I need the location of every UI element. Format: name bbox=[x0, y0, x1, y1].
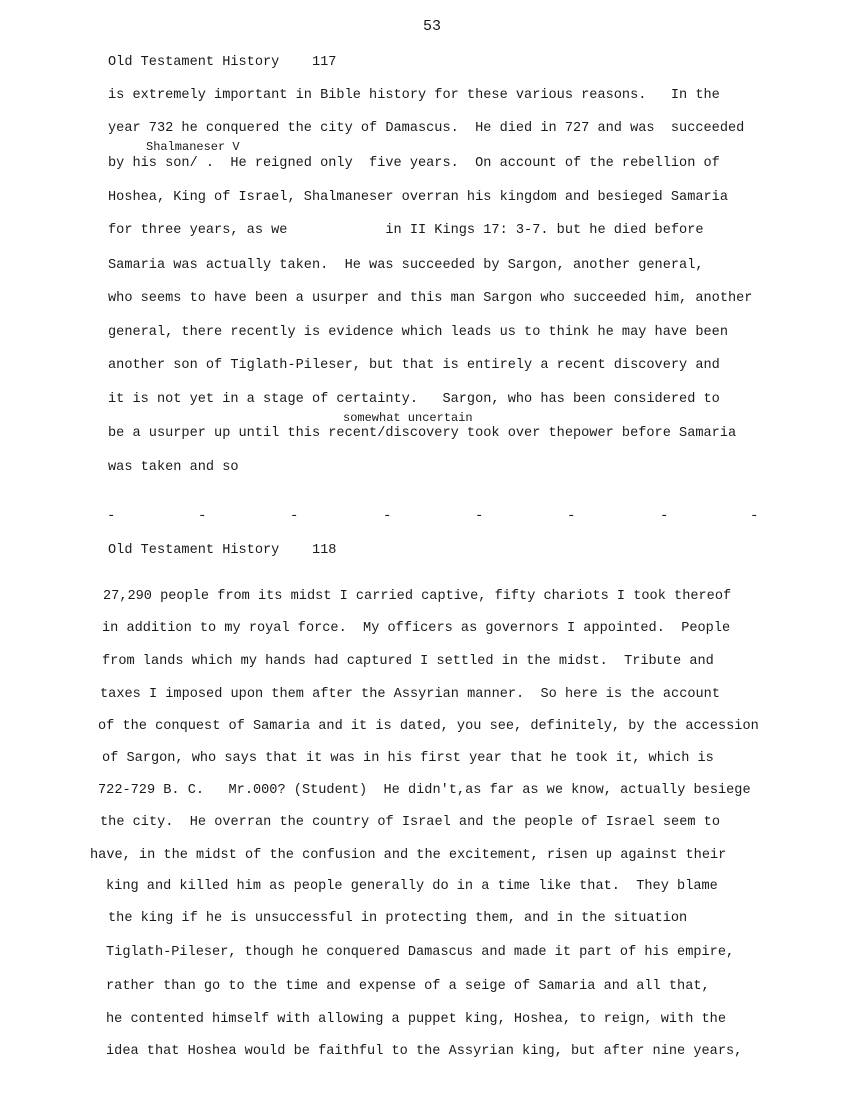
text-line: the king if he is unsuccessful in protecting them, and in the situation bbox=[108, 911, 688, 926]
text-line: of the conquest of Samaria and it is dated, you see, definitely, by the accession bbox=[98, 719, 759, 734]
text-line: of Sargon, who says that it was in his first year that he took it, which is bbox=[102, 751, 714, 766]
text-line: by his son/ . He reigned only five years. On account of the rebellion of bbox=[108, 156, 720, 171]
text-line: another son of Tiglath-Pileser, but that is entirely a recent discovery and bbox=[108, 358, 720, 373]
text-line: who seems to have been a usurper and this man Sargon who succeeded him, another bbox=[108, 291, 753, 306]
text-line: king and killed him as people generally do in a time like that. They blame bbox=[106, 879, 718, 894]
separator-dash: - bbox=[290, 508, 299, 524]
text-line: in addition to my royal force. My officers as governors I appointed. People bbox=[102, 621, 731, 636]
section-heading: Old Testament History 117 bbox=[108, 55, 337, 70]
text-line: Tiglath-Pileser, though he conquered Damascus and made it part of his empire, bbox=[106, 945, 735, 960]
text-line: rather than go to the time and expense of a seige of Samaria and all that, bbox=[106, 979, 710, 994]
separator-dash: - bbox=[198, 508, 207, 524]
text-line: general, there recently is evidence which leads us to think he may have been bbox=[108, 325, 728, 340]
text-line: year 732 he conquered the city of Damascus. He died in 727 and was succeeded bbox=[108, 121, 745, 136]
text-line: 722-729 B. C. Mr.000? (Student) He didn't,as far as we know, actually besiege bbox=[98, 783, 751, 798]
text-line: Samaria was actually taken. He was succeeded by Sargon, another general, bbox=[108, 258, 704, 273]
interlinear-insert: Shalmaneser V bbox=[146, 140, 240, 154]
text-line: is extremely important in Bible history for these various reasons. In the bbox=[108, 88, 720, 103]
text-line: from lands which my hands had captured I settled in the midst. Tribute and bbox=[102, 654, 714, 669]
text-line: be a usurper up until this recent/discovery took over thepower before Samaria bbox=[108, 426, 737, 441]
separator-dash: - bbox=[660, 508, 669, 524]
text-line: the city. He overran the country of Israel and the people of Israel seem to bbox=[100, 815, 720, 830]
page-number: 53 bbox=[423, 18, 442, 35]
interlinear-insert: somewhat uncertain bbox=[343, 411, 473, 425]
text-line: he contented himself with allowing a puppet king, Hoshea, to reign, with the bbox=[106, 1012, 726, 1027]
separator-dash: - bbox=[475, 508, 484, 524]
text-line: it is not yet in a stage of certainty. Sargon, who has been considered to bbox=[108, 392, 720, 407]
text-line: for three years, as we in II Kings 17: 3-7. but he died before bbox=[108, 223, 704, 238]
separator-dash: - bbox=[107, 508, 116, 524]
text-line: taxes I imposed upon them after the Assyrian manner. So here is the account bbox=[100, 687, 720, 702]
text-line: idea that Hoshea would be faithful to the Assyrian king, but after nine years, bbox=[106, 1044, 743, 1059]
section-heading: Old Testament History 118 bbox=[108, 543, 337, 558]
text-line: Hoshea, King of Israel, Shalmaneser overran his kingdom and besieged Samaria bbox=[108, 190, 728, 205]
text-line: have, in the midst of the confusion and the excitement, risen up against their bbox=[90, 848, 727, 863]
separator-dash: - bbox=[383, 508, 392, 524]
separator-dash: - bbox=[567, 508, 576, 524]
text-line: 27,290 people from its midst I carried captive, fifty chariots I took thereof bbox=[103, 589, 732, 604]
separator-dash: - bbox=[750, 508, 759, 524]
text-line: was taken and so bbox=[108, 460, 239, 475]
